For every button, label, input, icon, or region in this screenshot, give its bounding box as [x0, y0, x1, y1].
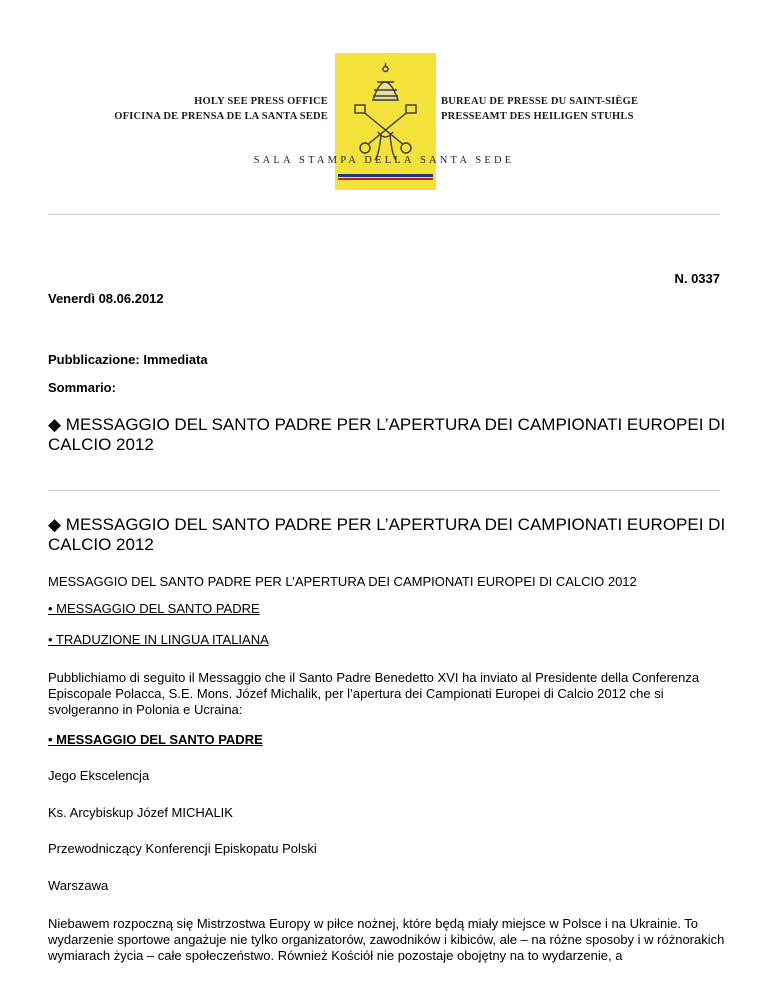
link-messaggio[interactable]: • MESSAGGIO DEL SANTO PADRE	[48, 601, 260, 616]
summary-title-link[interactable]: ◆ MESSAGGIO DEL SANTO PADRE PER L’APERTURA DEI CAMPIONATI EUROPEI DI CALCIO 2012	[48, 415, 726, 454]
office-name-left	[114, 94, 328, 124]
article-title: ◆ MESSAGGIO DEL SANTO PADRE PER L’APERTURA DEI CAMPIONATI EUROPEI DI CALCIO 2012	[48, 515, 726, 554]
address-line: Ks. Arcybiskup Józef MICHALIK	[48, 805, 233, 820]
red-stripe	[338, 178, 433, 180]
office-name-en: HOLY SEE PRESS OFFICE	[194, 96, 328, 107]
link-traduzione[interactable]: • TRADUZIONE IN LINGUA ITALIANA	[48, 632, 269, 647]
divider	[48, 214, 720, 215]
papal-keys-emblem-icon	[343, 60, 428, 165]
divider	[48, 490, 720, 491]
office-name-right	[441, 94, 638, 124]
publication-status: Pubblicazione: Immediata	[48, 352, 208, 367]
summary-label: Sommario:	[48, 380, 116, 395]
sala-stampa-title: SALA STAMPA DELLA SANTA SEDE	[253, 155, 515, 166]
address-line: Jego Ekscelencja	[48, 768, 150, 783]
office-name-es: OFICINA DE PRENSA DE LA SANTA SEDE	[114, 111, 328, 122]
blue-stripe	[338, 174, 433, 177]
address-line: Warszawa	[48, 878, 109, 893]
body-paragraph: Niebawem rozpoczną się Mistrzostwa Europy w piłce nożnej, które będą miały miejsce w Polsce i na Ukrainie. To wydarzenie sportowe angażuje nie tylko organizatorów, zawodników i kibiców, ale – na różne sposoby i w różnorakich wymiarach życia – całe społeczeństwo. Również Kościół nie pozostaje obojętny na to wydarzenie, a	[48, 916, 725, 963]
address-line: Przewodniczący Konferencji Episkopatu Polski	[48, 841, 317, 856]
article-subtitle: MESSAGGIO DEL SANTO PADRE PER L’APERTURA DEI CAMPIONATI EUROPEI DI CALCIO 2012	[48, 574, 637, 589]
office-name-de: PRESSEAMT DES HEILIGEN STUHLS	[441, 111, 634, 122]
bulletin-number: N. 0337	[674, 271, 720, 286]
press-office-header	[0, 0, 768, 200]
office-name-fr: BUREAU DE PRESSE DU SAINT-SIÈGE	[441, 96, 639, 107]
bulletin-date: Venerdì 08.06.2012	[48, 291, 164, 306]
intro-paragraph: Pubblichiamo di seguito il Messaggio che il Santo Padre Benedetto XVI ha inviato al Presidente della Conferenza Episcopale Polacca, S.E. Mons. Józef Michalik, per l’apertura dei Campionati Europei di Calcio 2012 che si svolgeranno in Polonia e Ucraina:	[48, 670, 700, 717]
section-heading: • MESSAGGIO DEL SANTO PADRE	[48, 732, 263, 747]
